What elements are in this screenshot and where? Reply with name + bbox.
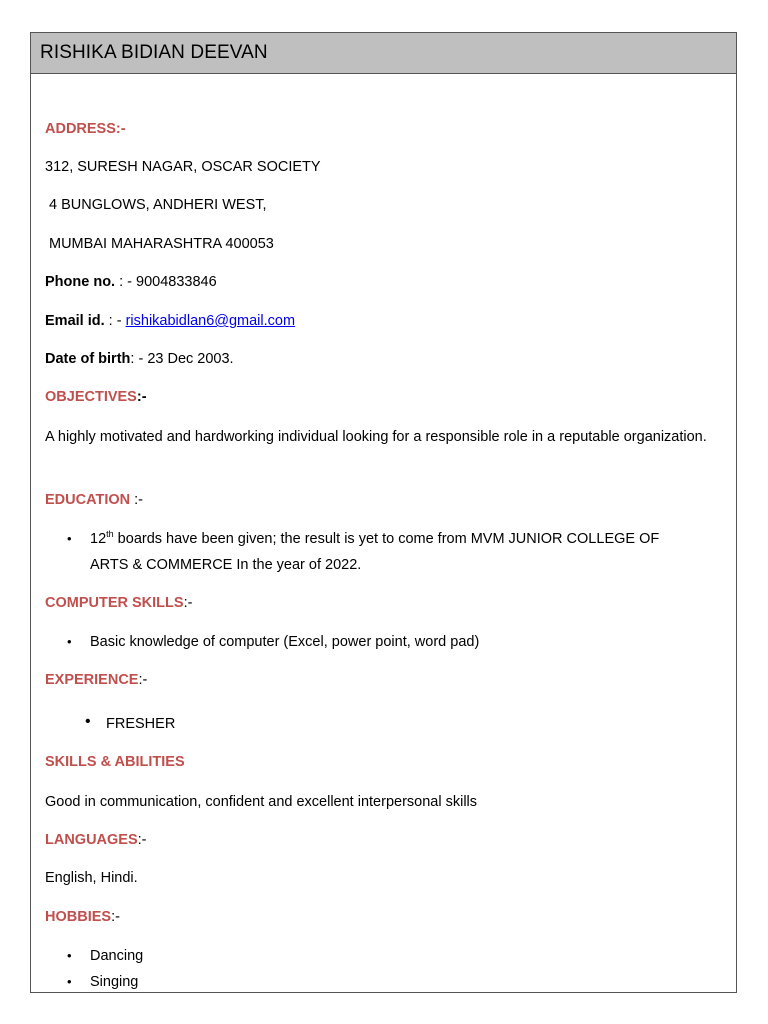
computer-skills-item: Basic knowledge of computer (Excel, power point, word pad): [90, 634, 480, 650]
experience-heading-text: EXPERIENCE: [45, 672, 139, 688]
education-heading: [45, 487, 722, 513]
computer-skills-heading: [45, 590, 722, 616]
dob-row: [45, 346, 722, 372]
computer-skills-bullet: •: [67, 634, 72, 649]
education-item-sup: th: [106, 529, 114, 540]
education-bullet: •: [67, 531, 72, 546]
languages-text: English, Hindi.: [45, 870, 138, 886]
phone-row: [45, 269, 722, 295]
phone-separator: : -: [115, 274, 137, 290]
candidate-name: RISHIKA BIDIAN DEEVAN: [40, 42, 268, 63]
address-line-3: MUMBAI MAHARASHTRA 400053: [49, 236, 274, 252]
education-item-number: 12: [90, 531, 107, 547]
hobbies-heading: [45, 904, 722, 930]
hobbies-heading-suffix: :-: [111, 909, 120, 925]
address-line-1: 312, SURESH NAGAR, OSCAR SOCIETY: [45, 159, 321, 175]
dob-value: 23 Dec 2003.: [147, 351, 234, 367]
languages-heading: [45, 827, 722, 853]
education-item-line-1: [90, 526, 659, 552]
objectives-text: A highly motivated and hardworking individual looking for a responsible role in a reputable organization.: [45, 429, 707, 445]
objectives-heading-suffix: :-: [136, 389, 147, 405]
hobbies-item-2: Singing: [90, 974, 139, 990]
computer-skills-heading-text: COMPUTER SKILLS: [45, 595, 184, 611]
address-heading: ADDRESS:-: [45, 121, 126, 137]
objectives-heading-text: OBJECTIVES: [45, 389, 137, 405]
languages-heading-suffix: :-: [137, 832, 147, 848]
address-line-2: 4 BUNGLOWS, ANDHERI WEST,: [49, 197, 267, 213]
objectives-heading: [45, 384, 722, 410]
education-heading-suffix: :-: [130, 492, 144, 508]
education-heading-text: EDUCATION: [45, 492, 131, 508]
skills-abilities-text: Good in communication, confident and excellent interpersonal skills: [45, 794, 478, 810]
email-separator: : -: [104, 313, 126, 329]
dob-separator: : -: [130, 351, 148, 367]
computer-skills-heading-suffix: :-: [183, 595, 193, 611]
education-item-rest: boards have been given; the result is yet to come from MVM JUNIOR COLLEGE OF: [113, 531, 660, 547]
email-link[interactable]: rishikabidlan6@gmail.com: [125, 313, 296, 329]
experience-heading-suffix: :-: [138, 672, 148, 688]
skills-abilities-heading: SKILLS & ABILITIES: [45, 754, 185, 770]
resume-page: [30, 32, 737, 993]
experience-item: FRESHER: [106, 716, 176, 732]
hobbies-bullet-2: •: [67, 974, 72, 989]
email-label: Email id.: [45, 313, 105, 329]
hobbies-heading-text: HOBBIES: [45, 909, 112, 925]
phone-label: Phone no.: [45, 274, 116, 290]
phone-value: 9004833846: [136, 274, 217, 290]
dob-label: Date of birth: [45, 351, 131, 367]
experience-heading: [45, 667, 722, 693]
name-header: [31, 33, 736, 74]
hobbies-item-1: Dancing: [90, 948, 144, 964]
experience-bullet: •: [85, 713, 91, 730]
hobbies-bullet-1: •: [67, 948, 72, 963]
email-row: [45, 308, 722, 334]
languages-heading-text: LANGUAGES: [45, 832, 138, 848]
education-item-line-2: ARTS & COMMERCE In the year of 2022.: [90, 557, 362, 573]
